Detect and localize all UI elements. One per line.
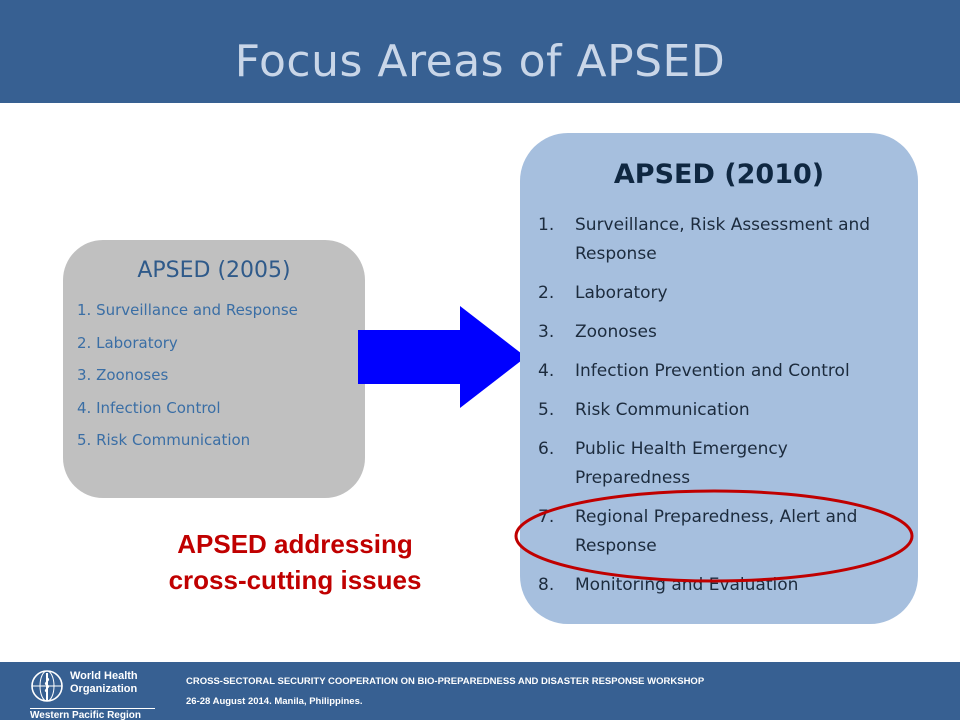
slide-title: Focus Areas of APSED [234,36,726,87]
workshop-title: CROSS-SECTORAL SECURITY COOPERATION ON BIO-PREPAREDNESS AND DISASTER RESPONSE WORKSHOP [186,676,705,687]
list-item: 3. Zoonoses [77,366,169,384]
list-item: 6. Public Health Emergency Preparedness [538,439,788,488]
callout-text [120,526,470,598]
list-item: 4. Infection Control [77,398,221,417]
footer-bar [0,662,960,720]
apsed-2005-list [77,300,298,463]
list-item: 1. Surveillance, Risk Assessment and Response [538,215,871,264]
list-item: 1. Surveillance and Response [77,301,298,319]
list-item: 4. Infection Prevention and Control [538,361,850,381]
list-item: 2. Laboratory [77,333,178,352]
who-name [70,670,138,696]
callout-line-2: cross-cutting issues [168,565,422,595]
list-item: 7. Regional Preparedness, Alert and Response [538,507,858,556]
who-region: Western Pacific Region [30,708,155,721]
list-item: 5. Risk Communication [538,400,750,420]
who-name-line-1: World Health [70,670,138,682]
list-item: 3. Zoonoses [538,322,657,342]
title-bar [0,0,960,103]
list-item: 2. Laboratory [538,283,668,303]
apsed-2010-title: APSED (2010) [613,159,825,190]
workshop-dates: 26-28 August 2014. Manila, Philippines. [186,696,363,707]
callout-line-1: APSED addressing [177,529,413,559]
who-emblem-icon [29,668,65,704]
apsed-2005-title: APSED (2005) [137,258,291,283]
list-item: 8. Monitoring and Evaluation [538,575,799,595]
apsed-2005-box [63,240,365,498]
who-name-line-2: Organization [70,683,138,695]
highlight-ellipse [512,487,916,585]
right-arrow-icon [358,300,528,414]
list-item: 5. Risk Communication [77,431,251,449]
